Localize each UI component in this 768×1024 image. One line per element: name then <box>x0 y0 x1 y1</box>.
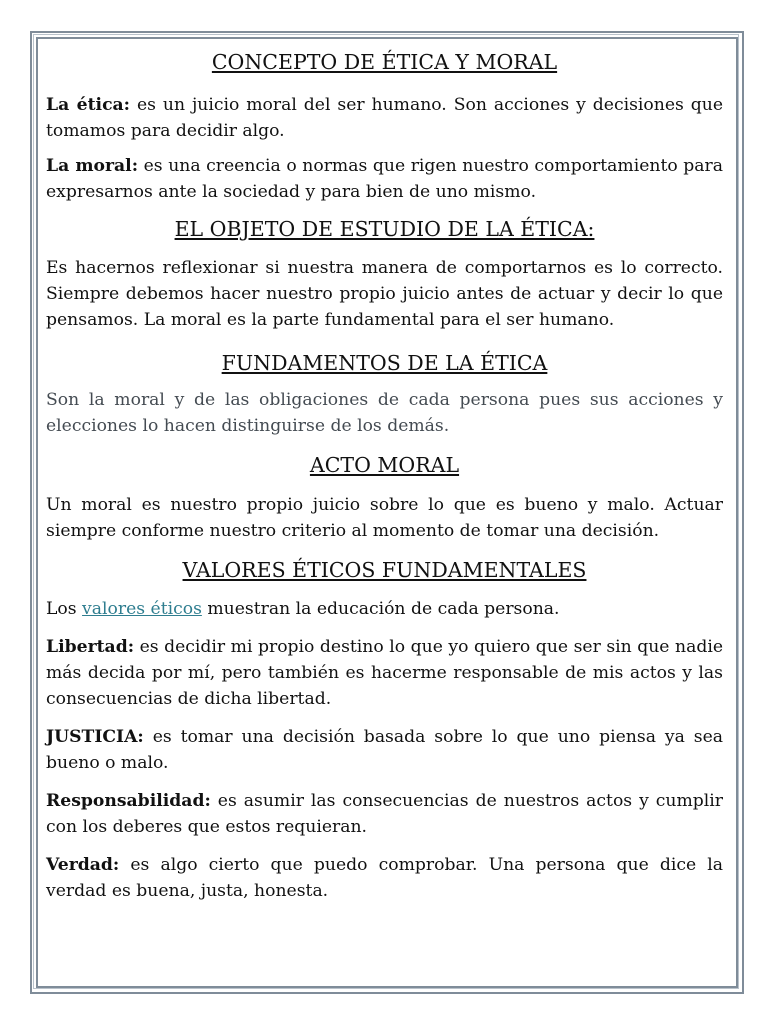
definition-libertad: es decidir mi propio destino lo que yo quiero que ser sin que nadie más decida por mí, pero también es hacerme responsable de mis actos y las consecuencias de dicha libertad. <box>46 637 723 709</box>
valores-eticos-link[interactable]: valores éticos <box>82 599 202 619</box>
term-libertad: Libertad: <box>46 637 135 657</box>
definition-etica: es un juicio moral del ser humano. Son acciones y decisiones que tomamos para decidir algo. <box>46 95 723 141</box>
term-verdad: Verdad: <box>46 855 120 875</box>
heading-objeto-estudio: EL OBJETO DE ESTUDIO DE LA ÉTICA: <box>174 217 595 241</box>
paragraph-valores-intro <box>46 596 723 622</box>
document-content <box>46 44 723 904</box>
valores-intro-before: Los <box>46 599 83 619</box>
heading-acto-moral: ACTO MORAL <box>309 453 460 477</box>
term-responsabilidad: Responsabilidad: <box>46 791 211 811</box>
valores-intro-after: muestran la educación de cada persona. <box>201 599 560 619</box>
paragraph-moral <box>46 153 723 205</box>
paragraph-objeto-estudio: Es hacernos reflexionar si nuestra manera de comportarnos es lo correcto. Siempre debemos hacer nuestro propio juicio antes de actuar y decir lo que pensamos. La moral es la parte fundamental para el ser humano. <box>46 258 723 330</box>
heading-valores: VALORES ÉTICOS FUNDAMENTALES <box>182 558 587 582</box>
term-moral: La moral: <box>46 156 139 176</box>
term-etica: La ética: <box>46 95 131 115</box>
paragraph-acto-moral: Un moral es nuestro propio juicio sobre lo que es bueno y malo. Actuar siempre conforme nuestro criterio al momento de tomar una decisión. <box>46 495 723 541</box>
definition-justicia: es tomar una decisión basada sobre lo que uno piensa ya sea bueno o malo. <box>46 727 723 773</box>
definition-moral: es una creencia o normas que rigen nuestro comportamiento para expresarnos ante la sociedad y para bien de uno mismo. <box>46 156 724 202</box>
heading-concepto: CONCEPTO DE ÉTICA Y MORAL <box>211 50 558 74</box>
definition-verdad: es algo cierto que puedo comprobar. Una persona que dice la verdad es buena, justa, honesta. <box>46 855 723 901</box>
paragraph-justicia <box>46 724 723 776</box>
paragraph-verdad <box>46 852 723 904</box>
paragraph-libertad <box>46 634 723 712</box>
paragraph-etica <box>46 92 723 144</box>
term-justicia: JUSTICIA: <box>46 727 144 747</box>
paragraph-fundamentos: Son la moral y de las obligaciones de cada persona pues sus acciones y elecciones lo hacen distinguirse de los demás. <box>46 390 723 436</box>
heading-fundamentos: FUNDAMENTOS DE LA ÉTICA <box>221 351 548 375</box>
definition-responsabilidad: es asumir las consecuencias de nuestros actos y cumplir con los deberes que estos requieran. <box>46 791 723 837</box>
paragraph-responsabilidad <box>46 788 723 840</box>
